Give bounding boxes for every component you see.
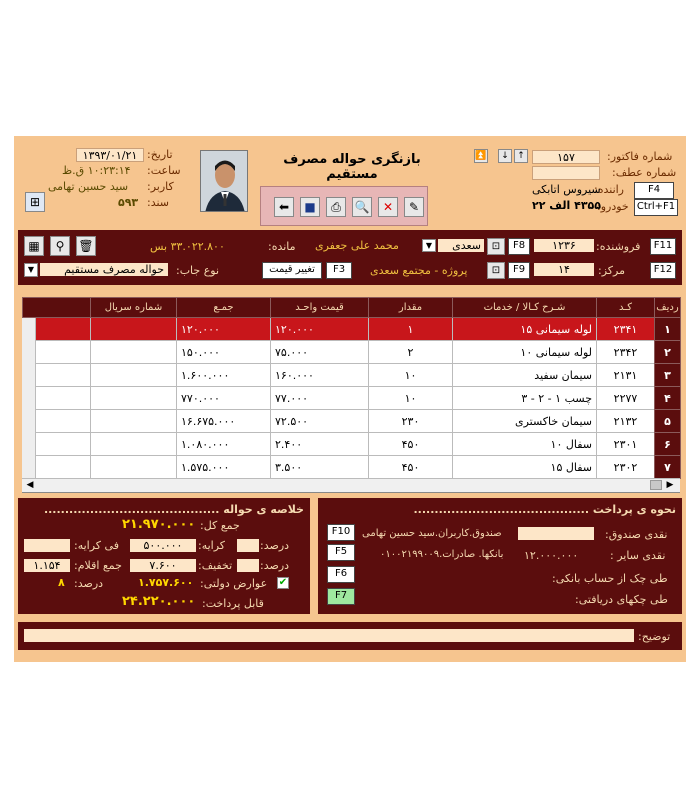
item-qty: ۲: [369, 341, 453, 364]
payable-value: ۲۴.۲۲۰.۰۰۰: [122, 594, 196, 609]
cheque-label: طی چک از حساب بانکی:: [552, 572, 668, 585]
other-value: ۱۲.۰۰۰.۰۰۰: [524, 549, 579, 562]
vehicle-value: ۴۳۵۵ الف ۲۲: [532, 199, 601, 212]
driver-label: راننده:: [594, 183, 624, 196]
item-total: ۱.۵۷۵.۰۰۰: [177, 456, 271, 479]
item-serial: [91, 456, 177, 479]
f12-button[interactable]: F12: [650, 262, 676, 279]
discount-label: تخفیف:: [198, 559, 233, 572]
item-serial: [91, 410, 177, 433]
user-value: سید حسین تهامی: [48, 180, 129, 193]
chevron-down-icon[interactable]: ▼: [24, 263, 38, 277]
disc-pct-field[interactable]: [237, 559, 259, 572]
per-rent-field[interactable]: [24, 539, 70, 552]
total-value: ۲۱.۹۷۰.۰۰۰: [122, 517, 196, 532]
scroll-left-icon[interactable]: ◀: [26, 480, 34, 490]
items-field[interactable]: ۱.۱۵۴: [24, 559, 70, 572]
table-row[interactable]: [23, 364, 681, 387]
item-serial: [91, 433, 177, 456]
horizontal-scrollbar[interactable]: [22, 478, 680, 492]
item-total: ۷۷۰.۰۰۰: [177, 387, 271, 410]
row-number: ۳: [655, 364, 681, 387]
item-unit-price: ۷۲.۵۰۰: [271, 410, 369, 433]
gov-pct-value: ۸: [58, 576, 65, 589]
col-blank: [23, 298, 91, 318]
item-code: ۲۱۳۱: [597, 364, 655, 387]
col-total[interactable]: جمـع: [177, 298, 271, 318]
search-icon[interactable]: ⚲: [50, 236, 70, 256]
gov-label: عوارض دولتی:: [200, 577, 268, 590]
col-row[interactable]: ردیف: [655, 298, 681, 318]
balance-value: ۳۳.۰۲۲.۸۰۰ بس: [150, 240, 225, 253]
col-desc[interactable]: شـرح کـالا / خدمات: [453, 298, 597, 318]
other-label: نقدی سایر :: [610, 549, 666, 562]
item-unit-price: ۳.۵۰۰: [271, 456, 369, 479]
item-desc: لوله سیمانی ۱۰: [453, 341, 597, 364]
item-serial: [91, 387, 177, 410]
gov-value: ۱.۷۵۷.۶۰۰: [138, 576, 194, 589]
item-desc: چسب ۱ - ۲ - ۳: [453, 387, 597, 410]
item-unit-price: ۲.۴۰۰: [271, 433, 369, 456]
item-serial: [91, 364, 177, 387]
time-value: ۱۰:۲۳:۱۴ ق.ظ: [62, 164, 131, 177]
payable-label: قابل پرداخت:: [202, 597, 264, 610]
item-total: ۱.۰۸۰.۰۰۰: [177, 433, 271, 456]
item-qty: ۴۵۰: [369, 456, 453, 479]
f5-button[interactable]: F5: [327, 544, 355, 561]
scroll-thumb[interactable]: [650, 480, 662, 490]
edit-icon[interactable]: ✎: [404, 197, 424, 217]
rent-field[interactable]: ۵۰۰.۰۰۰: [130, 539, 196, 552]
ctrl-f1-button[interactable]: Ctrl+F1: [634, 199, 678, 216]
row-number: ۲: [655, 341, 681, 364]
up-arrow-icon[interactable]: ↑: [514, 149, 528, 163]
col-code[interactable]: کـد: [597, 298, 655, 318]
trash-icon[interactable]: 🗑: [76, 236, 96, 256]
item-qty: ۱۰: [369, 364, 453, 387]
item-code: ۲۳۴۱: [597, 318, 655, 341]
summary-title: خلاصه ی حواله ..........................................: [43, 503, 304, 516]
table-row[interactable]: [23, 318, 681, 341]
back-arrow-icon[interactable]: ⬅: [274, 197, 294, 217]
col-serial[interactable]: شماره سریال: [91, 298, 177, 318]
item-desc: لوله سیمانی ۱۵: [453, 318, 597, 341]
calculator-icon[interactable]: ⊞: [25, 192, 45, 212]
report-icon[interactable]: ▦: [24, 236, 44, 256]
item-desc: سیمان خاکستری: [453, 410, 597, 433]
seller-code-field[interactable]: ۱۲۳۶: [534, 239, 594, 252]
down-arrow-icon[interactable]: ↓: [498, 149, 512, 163]
row-number: ۵: [655, 410, 681, 433]
vertical-scrollbar[interactable]: [22, 318, 36, 478]
item-qty: ۴۵۰: [369, 433, 453, 456]
center-label: مرکز:: [598, 264, 625, 277]
row-number: ۷: [655, 456, 681, 479]
payment-title: نحوه ی پرداخت ..........................................: [413, 503, 676, 516]
type-select[interactable]: حواله مصرف مستقیم: [40, 263, 168, 276]
item-unit-price: ۷۷.۰۰۰: [271, 387, 369, 410]
table-row[interactable]: [23, 410, 681, 433]
item-unit-price: ۱۲۰.۰۰۰: [271, 318, 369, 341]
avatar-person-icon: [201, 151, 248, 212]
first-record-icon[interactable]: ⏫: [475, 151, 487, 161]
item-code: ۲۳۴۲: [597, 341, 655, 364]
avatar: [200, 150, 248, 212]
date-label: تاریخ:: [147, 148, 173, 161]
item-code: ۲۲۷۷: [597, 387, 655, 410]
f11-button[interactable]: F11: [650, 238, 676, 255]
table-row[interactable]: [23, 341, 681, 364]
item-qty: ۲۳۰: [369, 410, 453, 433]
f8-button[interactable]: F8: [508, 238, 530, 255]
change-price-button[interactable]: تغییر قیمت: [262, 262, 322, 279]
cashbox-text: صندوق.کاربران.سید حسین تهامی: [362, 528, 502, 539]
rent-pct-label: درصد:: [260, 539, 290, 552]
f4-button[interactable]: F4: [634, 182, 674, 199]
item-total: ۱۵۰.۰۰۰: [177, 341, 271, 364]
disc-pct-label: درصد:: [260, 559, 290, 572]
notes-field[interactable]: [24, 629, 634, 642]
f3-button[interactable]: F3: [326, 262, 352, 279]
user-label: کاربر:: [147, 180, 174, 193]
f9-button[interactable]: F9: [508, 262, 530, 279]
received-cheques-label: طی چکهای دریافتی:: [575, 593, 668, 606]
scroll-right-icon[interactable]: ▶: [666, 480, 674, 490]
gov-pct-label: درصد:: [74, 577, 104, 590]
doc-label: سند:: [147, 196, 170, 209]
balance-label: مانده:: [268, 240, 296, 253]
row-number: ۶: [655, 433, 681, 456]
save-icon[interactable]: ■: [300, 197, 320, 217]
item-total: ۱۲۰.۰۰۰: [177, 318, 271, 341]
print-icon[interactable]: ⎙: [326, 197, 346, 217]
chevron-down-icon[interactable]: ▼: [422, 239, 436, 252]
gov-checkbox[interactable]: ✔: [278, 577, 288, 588]
table-row[interactable]: [23, 387, 681, 410]
item-serial: [91, 318, 177, 341]
item-desc: سفال ۱۰: [453, 433, 597, 456]
f6-button[interactable]: F6: [327, 566, 355, 583]
cash-label: نقدی صندوق:: [605, 528, 668, 541]
f7-button[interactable]: F7: [327, 588, 355, 605]
ref-label: شماره عطف:: [612, 166, 677, 179]
per-rent-label: فی کرایه:: [74, 539, 119, 552]
item-total: ۱۶.۶۷۵.۰۰۰: [177, 410, 271, 433]
bank-text: بانکها. صادرات.۰۱۰۰۲۱۹۹۰۰۹: [380, 549, 504, 560]
f10-button[interactable]: F10: [327, 524, 355, 541]
items-table: [22, 297, 681, 479]
lookup-icon[interactable]: ⊡: [487, 262, 505, 279]
row-number: ۱: [655, 318, 681, 341]
col-unit-price[interactable]: قیمت واحـد: [271, 298, 369, 318]
doc-value: ۵۹۳: [118, 196, 139, 209]
item-code: ۲۳۰۲: [597, 456, 655, 479]
lookup-icon[interactable]: ⊡: [487, 238, 505, 255]
total-label: جمع کل:: [200, 519, 240, 532]
item-qty: ۱۰: [369, 387, 453, 410]
notes-label: توضیح:: [638, 630, 671, 643]
item-serial: [91, 341, 177, 364]
seller-name-field[interactable]: سعدی: [438, 239, 484, 252]
item-qty: ۱: [369, 318, 453, 341]
table-row[interactable]: [23, 456, 681, 479]
delete-icon[interactable]: ✕: [378, 197, 398, 217]
item-unit-price: ۱۶۰.۰۰۰: [271, 364, 369, 387]
item-desc: سیمان سفید: [453, 364, 597, 387]
rent-label: کرایه:: [198, 539, 226, 552]
center-code-field[interactable]: ۱۴: [534, 263, 594, 276]
type-label: نوع جاب:: [176, 264, 220, 277]
date-field[interactable]: ۱۳۹۳/۰۱/۲۱: [76, 148, 144, 162]
project-name: پروژه - مجتمع سعدی: [370, 264, 468, 277]
col-qty[interactable]: مقدار: [369, 298, 453, 318]
item-desc: سفال ۱۵: [453, 456, 597, 479]
seller-label: فروشنده:: [596, 240, 641, 253]
invoice-label: شماره فاکتور:: [607, 150, 673, 163]
item-unit-price: ۷۵.۰۰۰: [271, 341, 369, 364]
items-label: جمع اقلام:: [74, 559, 122, 572]
ref-number-field[interactable]: [532, 166, 600, 180]
item-code: ۲۱۳۲: [597, 410, 655, 433]
rent-pct-field[interactable]: [237, 539, 259, 552]
vehicle-label: خودرو:: [597, 200, 629, 213]
page-title: بازنگری حواله مصرف مستقیم: [283, 152, 421, 182]
row-number: ۴: [655, 387, 681, 410]
discount-field[interactable]: ۷.۶۰۰: [130, 559, 196, 572]
person-name: محمد علی جعفری: [315, 239, 399, 252]
cash-field[interactable]: [518, 527, 594, 540]
time-label: ساعت:: [147, 164, 181, 177]
preview-icon[interactable]: 🔍: [352, 197, 372, 217]
invoice-number-field[interactable]: ۱۵۷: [532, 150, 600, 164]
item-total: ۱.۶۰۰.۰۰۰: [177, 364, 271, 387]
driver-value: سیروس اتابکی: [532, 183, 601, 196]
item-code: ۲۳۰۱: [597, 433, 655, 456]
table-row[interactable]: [23, 433, 681, 456]
